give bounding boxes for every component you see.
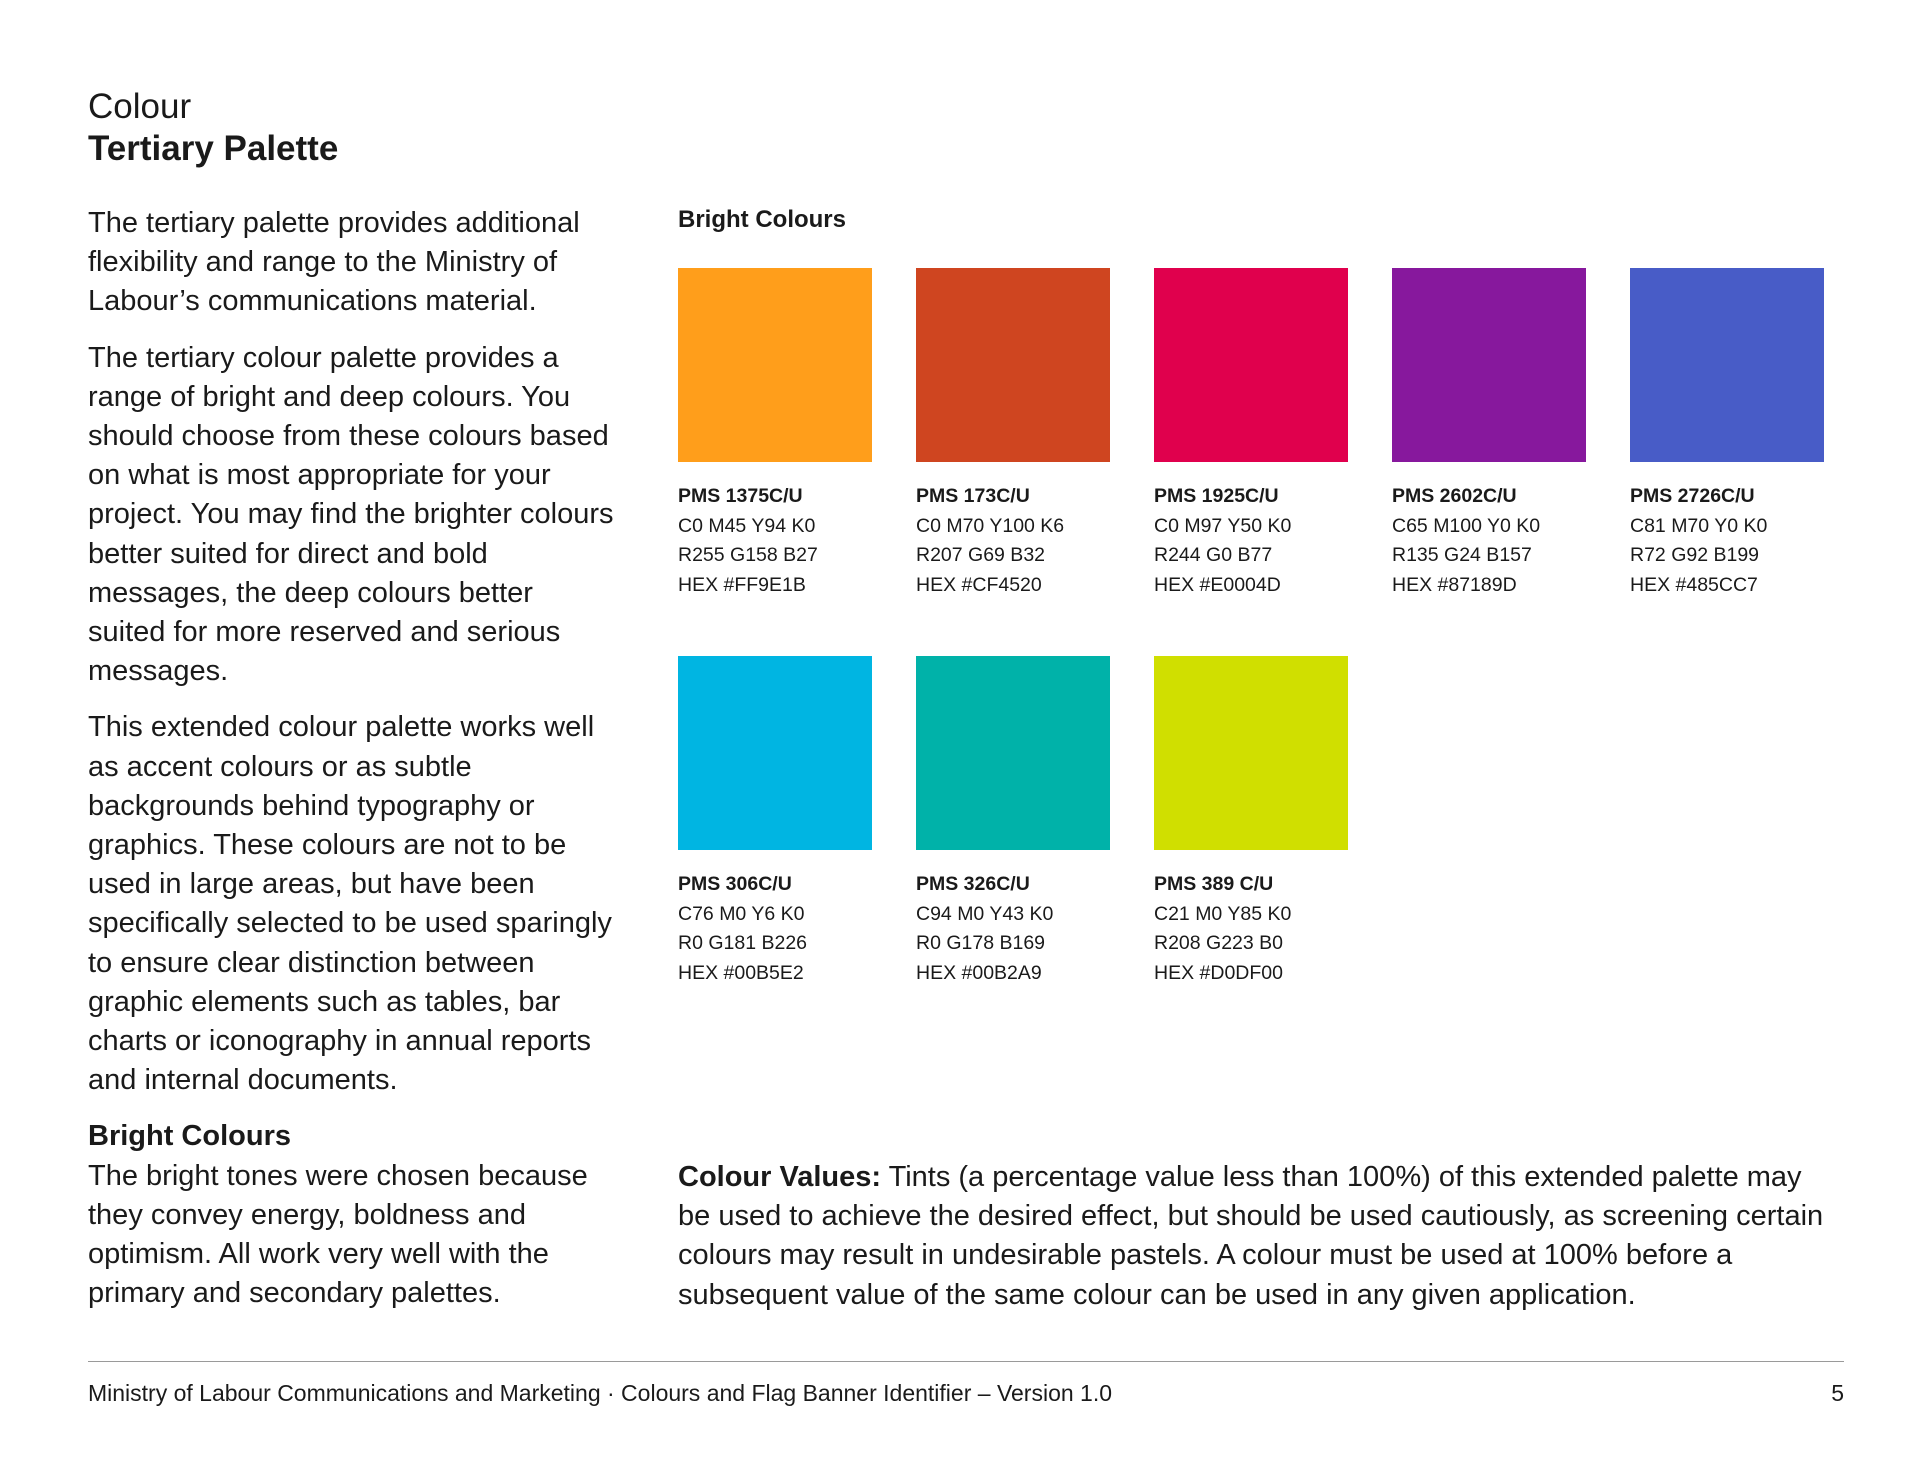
swatch-card <box>1392 268 1586 600</box>
swatch-card <box>916 656 1110 988</box>
pms-code: PMS 2726C/U <box>1630 485 1755 507</box>
colour-swatch <box>678 268 872 462</box>
palette-label: Bright Colours <box>678 206 846 233</box>
footer-text: Ministry of Labour Communications and Marketing · Colours and Flag Banner Identifier – Version 1.0 <box>88 1380 1113 1406</box>
rgb-value: R207 G69 B32 <box>916 544 1046 566</box>
hex-value: HEX #D0DF00 <box>1154 961 1283 984</box>
rgb-value: R135 G24 B157 <box>1392 544 1532 566</box>
cmyk-value: C65 M100 Y0 K0 <box>1392 514 1541 537</box>
rgb-value: R72 G92 B199 <box>1630 544 1760 566</box>
hex-value: HEX #CF4520 <box>916 573 1042 596</box>
swatch-card <box>1630 268 1824 600</box>
cmyk-value: C81 M70 Y0 K0 <box>1630 514 1768 537</box>
section-title: Colour <box>88 87 192 126</box>
footer-divider <box>88 1361 1844 1362</box>
intro-paragraph-2: The tertiary colour palette provides a range of bright and deep colours. You should choose from these colours based on what is most appropriate for your project. You may find the brighter colours better suited for direct and bold messages, the deep colours better suited for more reserved and serious messages. <box>88 341 614 688</box>
cmyk-value: C0 M97 Y50 K0 <box>1154 514 1292 537</box>
colour-values-text: Tints (a percentage value less than 100%) of this extended palette may be used to achieve the desired effect, but should be used cautiously, as screening certain colours may result in undesirable pastels. A colour must be used at 100% before a subsequent value of the same colour can be used in any given application. <box>678 1161 1824 1311</box>
intro-paragraph-1: The tertiary palette provides additional flexibility and range to the Ministry of Labour’s communications material. <box>88 207 580 318</box>
pms-code: PMS 306C/U <box>678 873 792 895</box>
hex-value: HEX #485CC7 <box>1630 573 1758 596</box>
hex-value: HEX #00B5E2 <box>678 961 804 984</box>
pms-code: PMS 2602C/U <box>1392 485 1517 507</box>
swatch-card <box>916 268 1110 600</box>
pms-code: PMS 1925C/U <box>1154 485 1279 507</box>
colour-swatch <box>916 656 1110 850</box>
rgb-value: R255 G158 B27 <box>678 544 818 566</box>
pms-code: PMS 1375C/U <box>678 485 803 507</box>
hex-value: HEX #FF9E1B <box>678 573 806 596</box>
cmyk-value: C94 M0 Y43 K0 <box>916 902 1054 925</box>
pms-code: PMS 326C/U <box>916 873 1030 895</box>
rgb-value: R208 G223 B0 <box>1154 932 1284 954</box>
swatch-card <box>678 268 872 600</box>
colour-swatch <box>1392 268 1586 462</box>
colour-swatch <box>678 656 872 850</box>
rgb-value: R0 G181 B226 <box>678 932 808 954</box>
colour-values-label: Colour Values: <box>678 1161 882 1193</box>
cmyk-value: C0 M70 Y100 K6 <box>916 514 1065 537</box>
page-heading <box>88 86 338 170</box>
pms-code: PMS 173C/U <box>916 485 1030 507</box>
hex-value: HEX #87189D <box>1392 573 1517 596</box>
intro-column <box>88 204 618 1330</box>
page-number: 5 <box>1831 1380 1844 1406</box>
swatch-card <box>678 656 872 988</box>
colour-swatch <box>1154 268 1348 462</box>
pms-code: PMS 389 C/U <box>1154 873 1274 895</box>
bright-colours-text: The bright tones were chosen because they convey energy, boldness and optimism. All work very well with the primary and secondary palettes. <box>88 1159 588 1310</box>
colour-values-note <box>678 1158 1838 1315</box>
colour-swatch <box>916 268 1110 462</box>
cmyk-value: C76 M0 Y6 K0 <box>678 902 805 925</box>
rgb-value: R0 G178 B169 <box>916 932 1046 954</box>
intro-paragraph-3: This extended colour palette works well as accent colours or as subtle backgrounds behind typography or graphics. These colours are not to be used in large areas, but have been specifically selected to be used sparingly to ensure clear distinction between graphic elements such as tables, bar charts or iconography in annual reports and internal documents. <box>88 711 612 1097</box>
rgb-value: R244 G0 B77 <box>1154 544 1273 566</box>
cmyk-value: C21 M0 Y85 K0 <box>1154 902 1292 925</box>
bright-colours-heading: Bright Colours <box>88 1120 291 1153</box>
hex-value: HEX #E0004D <box>1154 573 1281 596</box>
colour-swatch <box>1630 268 1824 462</box>
cmyk-value: C0 M45 Y94 K0 <box>678 514 816 537</box>
hex-value: HEX #00B2A9 <box>916 961 1042 984</box>
swatch-card <box>1154 268 1348 600</box>
swatch-card <box>1154 656 1348 988</box>
page-title: Tertiary Palette <box>88 129 339 168</box>
colour-swatch <box>1154 656 1348 850</box>
